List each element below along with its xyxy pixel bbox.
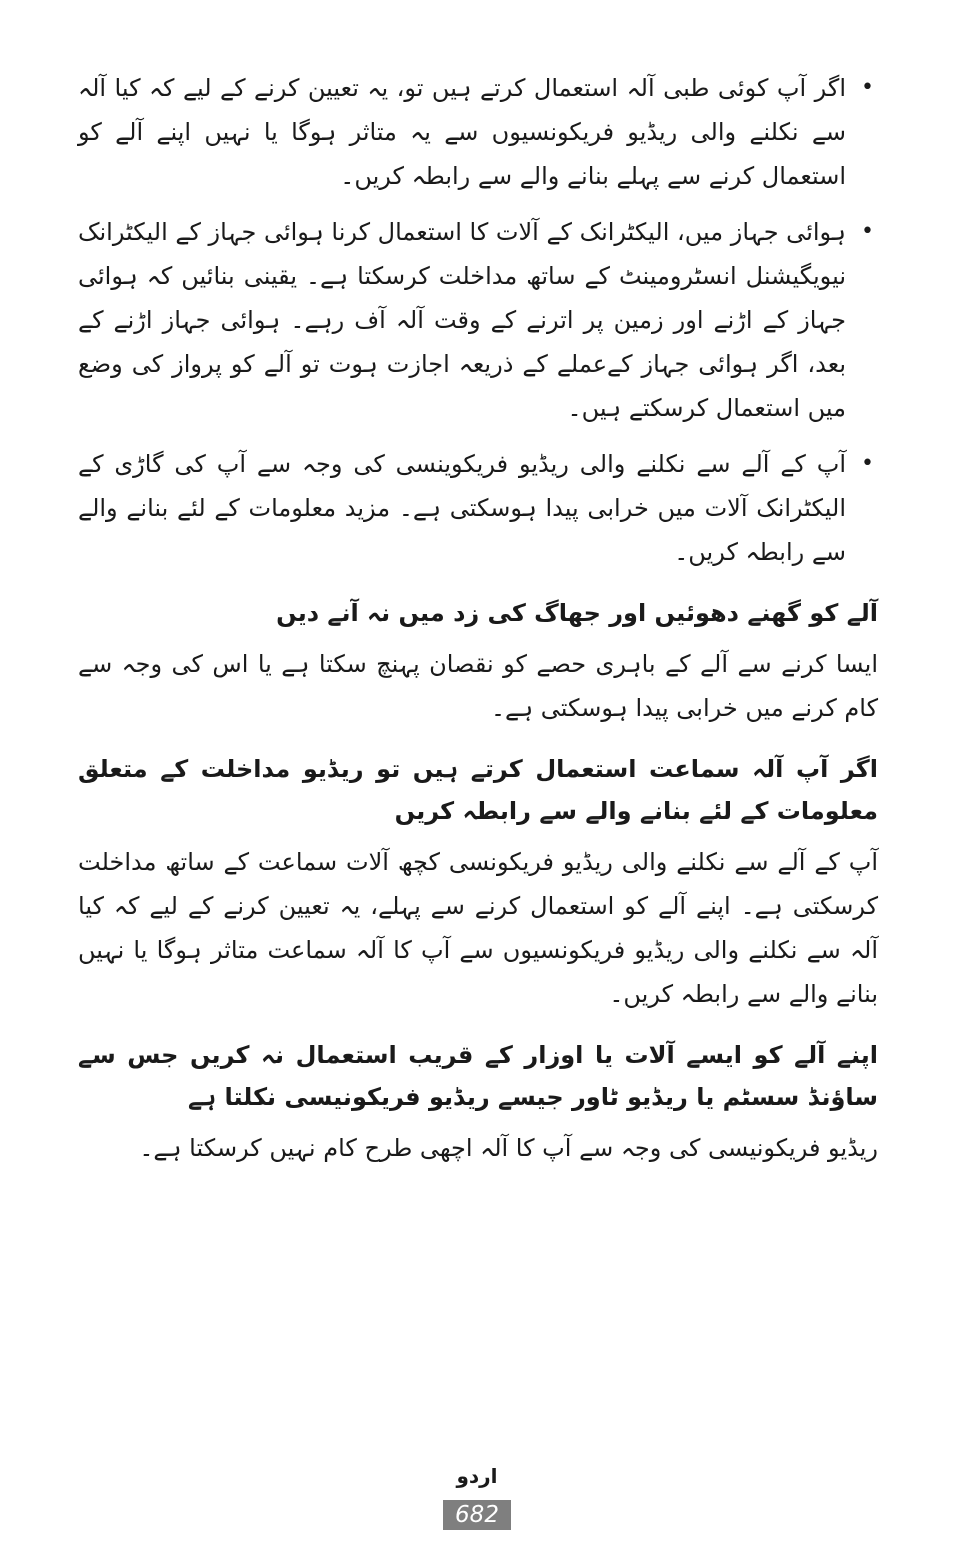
section-body: ریڈیو فریکونیسی کی وجہ سے آپ کا آلہ اچھی طرح کام نہیں کرسکتا ہے۔ bbox=[139, 1134, 878, 1162]
section-heading: اپنے آلے کو ایسے آلات یا اوزار کے قریب استعمال نہ کریں جس سے ساؤنڈ سسٹم یا ریڈیو ٹاور جیسے ریڈیو فریکونیسی نکلتا ہے bbox=[78, 1041, 878, 1111]
section-body: آپ کے آلے سے نکلنے والی ریڈیو فریکونسی کچھ آلات سماعت کے ساتھ مداخلت کرسکتی ہے۔ اپنے آلے کو استعمال کرنے سے پہلے، یہ تعیین کرنے کے لیے کہ کیا آلہ سے نکلنے والی ریڈیو فریکونسیوں سے آپ کا آلہ سماعت متاثر ہوگا یا نہیں بنانے والے سے رابطہ کریں۔ bbox=[78, 848, 879, 1008]
section-heading: اگر آپ آلہ سماعت استعمال کرتے ہیں تو ریڈیو مداخلت کے متعلق معلومات کے لئے بنانے والے سے رابطہ کریں bbox=[78, 755, 878, 825]
bullet-icon: • bbox=[861, 451, 874, 476]
page-content bbox=[78, 66, 878, 1180]
page-footer bbox=[0, 1462, 954, 1530]
bullet-text: آپ کے آلے سے نکلنے والی ریڈیو فریکوینسی کی وجہ سے آپ کی گاڑی کے الیکٹرانک آلات میں خرابی پیدا ہوسکتی ہے۔ مزید معلومات کے لئے بنانے والے سے رابطہ کریں۔ bbox=[78, 450, 846, 566]
footer-language: اردو bbox=[456, 1464, 498, 1488]
bullet-icon: • bbox=[861, 75, 874, 100]
section-body: ایسا کرنے سے آلے کے باہری حصے کو نقصان پہنچ سکتا ہے یا اس کی وجہ سے کام کرنے میں خرابی پیدا ہوسکتی ہے۔ bbox=[78, 650, 878, 722]
bullet-icon: • bbox=[861, 219, 874, 244]
list-item bbox=[78, 210, 878, 430]
bullet-text: اگر آپ کوئی طبی آلہ استعمال کرتے ہیں تو، یہ تعیین کرنے کے لیے کہ کیا آلہ سے نکلنے والی ریڈیو فریکونسیوں سے یہ متاثر ہوگا یا نہیں اپنے آلے کو استعمال کرنے سے پہلے بنانے والے سے رابطہ کریں۔ bbox=[78, 74, 846, 190]
section-heading: آلے کو گھنے دھوئیں اور جھاگ کی زد میں نہ آنے دیں bbox=[276, 599, 878, 627]
bullet-text: ہوائی جہاز میں، الیکٹرانک کے آلات کا استعمال کرنا ہوائی جہاز کے الیکٹرانک نیویگیشنل انسٹرومینٹ کے ساتھ مداخلت کرسکتا ہے۔ یقینی بنائیں کہ ہوائی جہاز کے اڑنے اور زمین پر اترنے کے وقت آلہ آف رہے۔ ہوائی جہاز اڑنے کے بعد، اگر ہوائی جہاز کےعملے کے ذریعہ اجازت ہوت تو آلے کو پرواز کی وضع میں استعمال کرسکتے ہیں۔ bbox=[77, 218, 846, 422]
list-item bbox=[78, 66, 878, 198]
list-item bbox=[78, 442, 878, 574]
page-number: 682 bbox=[443, 1500, 511, 1530]
bullet-list bbox=[78, 66, 878, 574]
